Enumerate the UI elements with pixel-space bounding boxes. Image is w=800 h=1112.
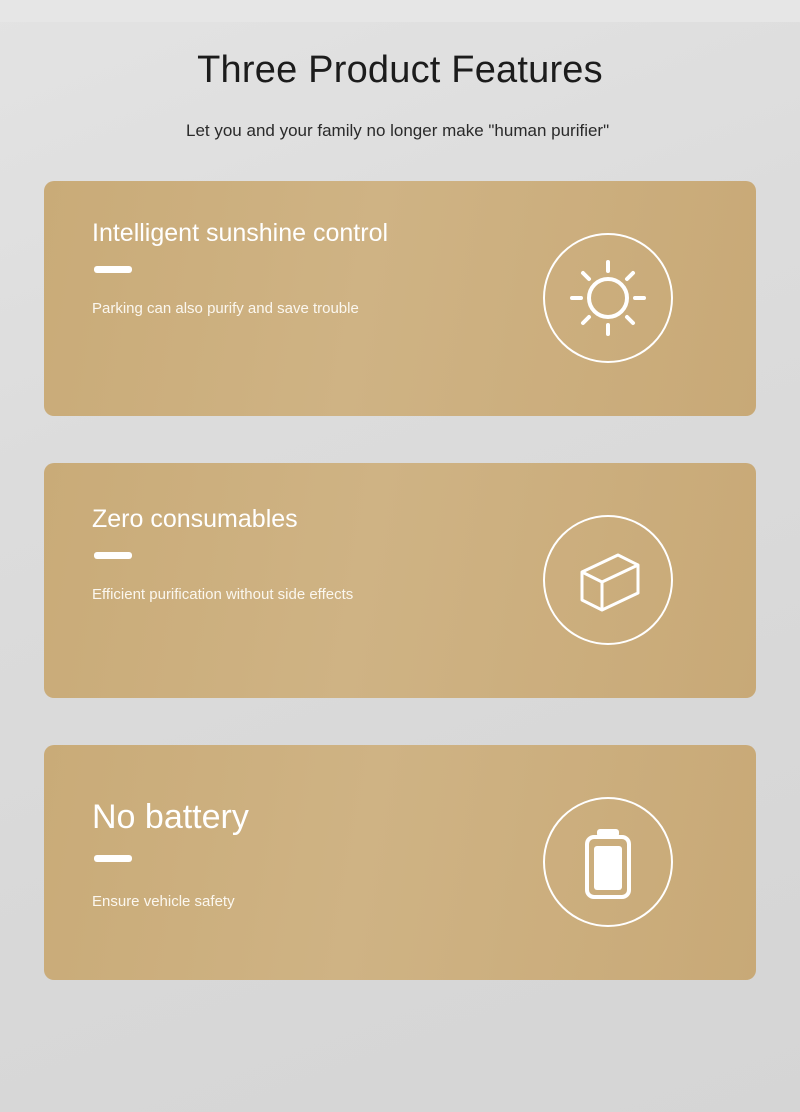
- box-icon: [542, 514, 674, 646]
- feature-card-title: Intelligent sunshine control: [92, 218, 389, 247]
- bottom-spacer: [0, 1027, 800, 1057]
- feature-card: [44, 745, 756, 980]
- battery-icon: [542, 796, 674, 928]
- feature-card-description: Parking can also purify and save trouble: [92, 300, 359, 318]
- sun-icon: [542, 232, 674, 364]
- feature-card-list: [0, 181, 800, 980]
- page-subtitle-wrap: [184, 120, 616, 143]
- page-title: Three Product Features: [197, 49, 603, 91]
- feature-card-description: Efficient purification without side effects: [92, 586, 354, 604]
- page-subtitle: Let you and your family no longer make "human purifier": [186, 120, 610, 140]
- feature-card: [44, 181, 756, 416]
- feature-card-text: [92, 505, 392, 606]
- feature-card-title: Zero consumables: [92, 504, 298, 533]
- feature-card: [44, 463, 756, 698]
- title-underline: [94, 855, 132, 862]
- top-strip: [0, 0, 800, 22]
- title-underline: [94, 552, 132, 559]
- feature-card-text: [92, 219, 392, 320]
- feature-card-text: [92, 797, 392, 912]
- feature-card-title: No battery: [92, 797, 249, 836]
- title-underline: [94, 266, 132, 273]
- feature-card-description: Ensure vehicle safety: [92, 892, 235, 910]
